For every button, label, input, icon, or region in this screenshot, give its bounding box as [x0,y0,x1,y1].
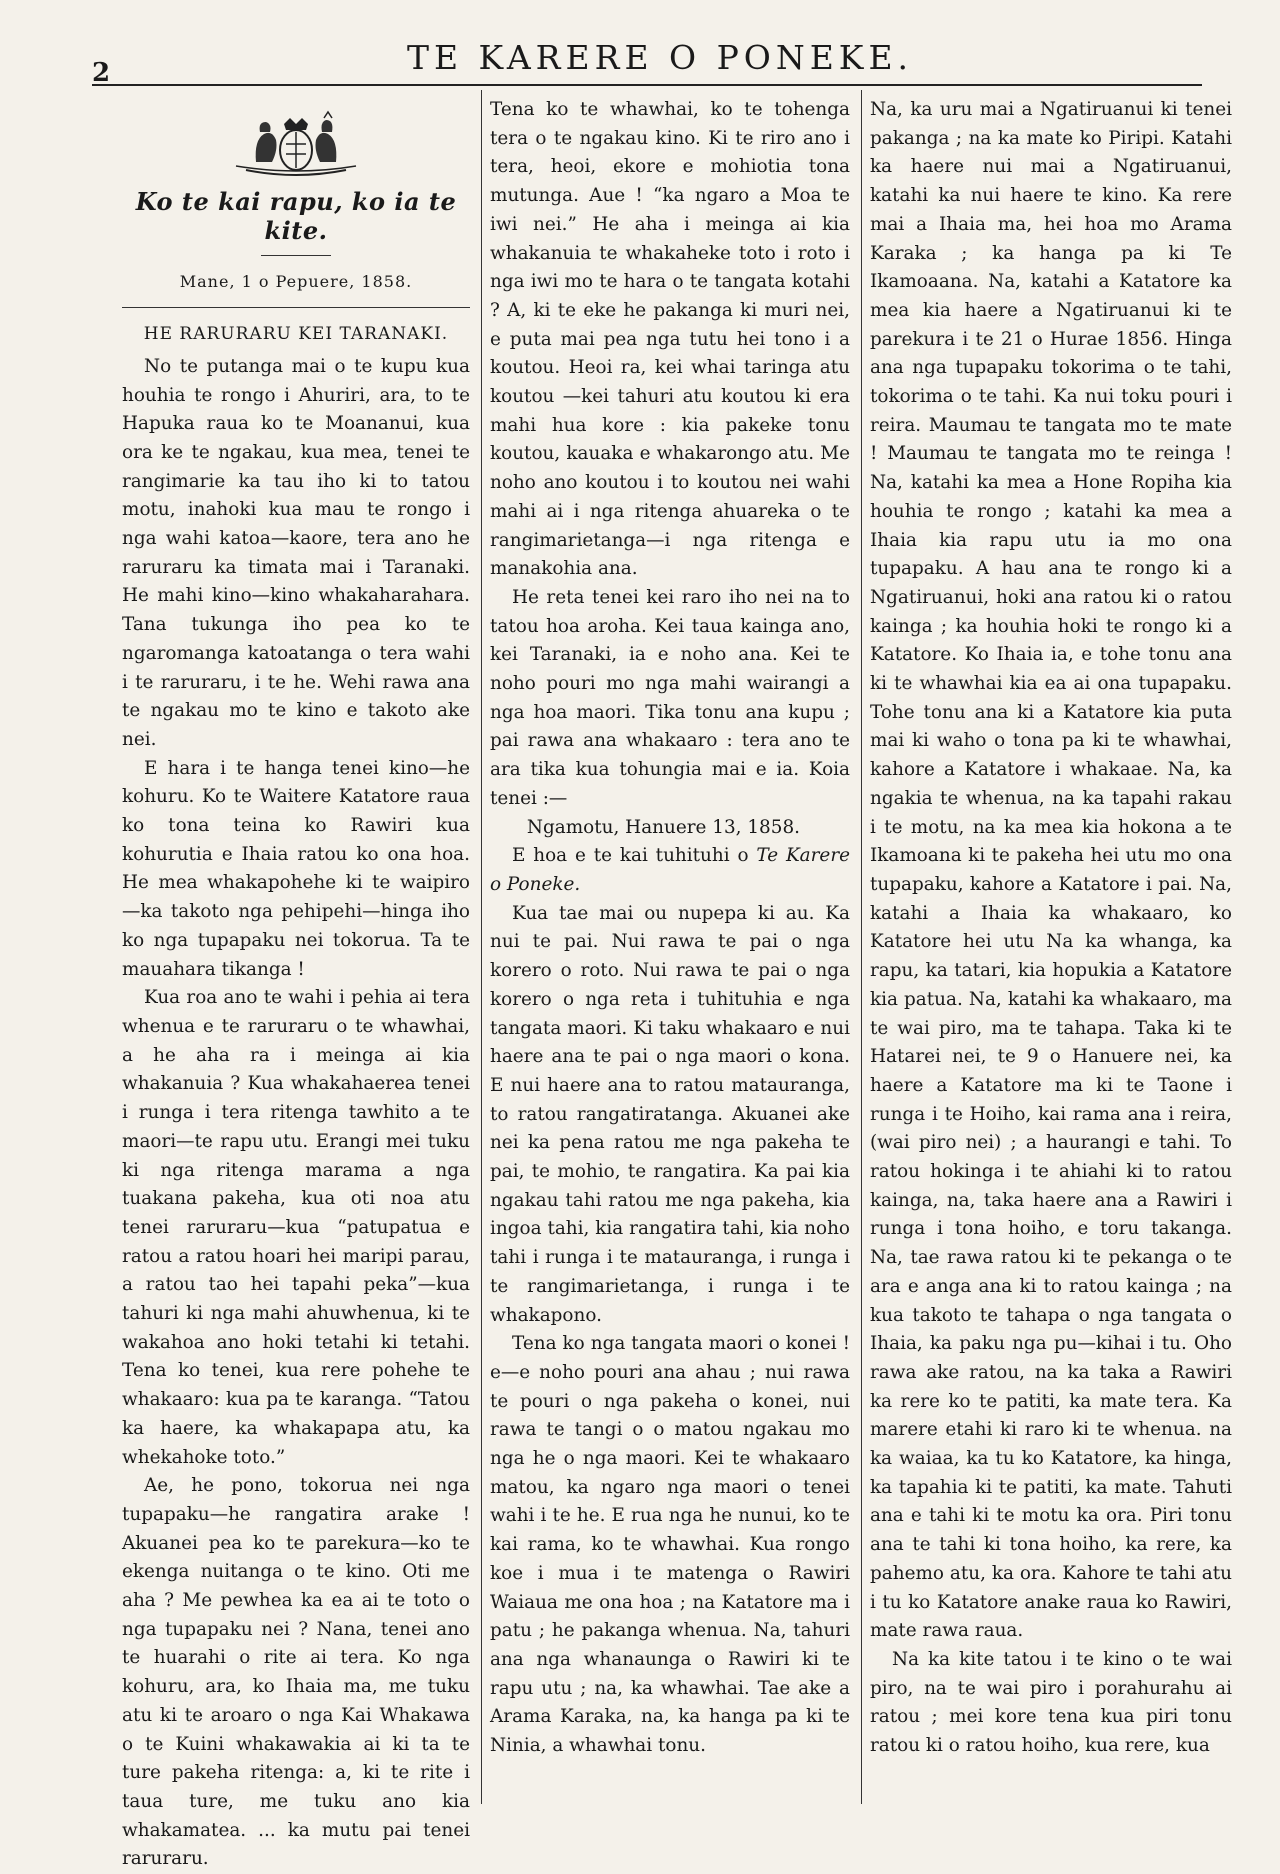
divider [261,255,331,256]
salutation-text: E hoa e te kai tuhituhi o [512,845,757,867]
column-3 [870,96,1232,1798]
divider [122,307,470,308]
article-paragraph: Ae, he pono, tokorua nei nga tupapaku—he rangatira arake ! Akuanei pea ko te parekura—ko te ekenga nuitanga o te kino. Oti me aha ? Me pewhea ka ea ai te toto o nga tupapaku nei ? Nana, tenei ano te huarahi o rite ai tera. Ko nga kohuru, ara, ko Ihaia ma, me tuku atu ki te aroaro o nga Kai Whakawa o te Kuini whakawakia ai ki ta te ture pakeha ritenga: a, ki te rite i taua ture, me tuku ano kia whakamatea. ... ka mutu pai tenei raruraru. [122,1475,470,1870]
article-paragraph: He reta tenei kei raro iho nei na to tatou hoa aroha. Kei taua kainga ano, kei Taranaki, ia e noho ana. Kei te noho pouri mo nga mahi wairangi a nga hoa maori. Tika tonu ana kupu ; pai rawa ana whakaaro : tera ano te ara tika kua tohungia mai e ia. Koia tenei :— [490,586,850,809]
masthead-rule [92,84,1202,86]
letter-dateline: Ngamotu, Hanuere 13, 1858. [526,816,800,838]
masthead-title: TE KARERE O PONEKE. [406,38,914,77]
issue-dateline: Mane, 1 o Pepuere, 1858. [179,272,413,292]
royal-crest-emblem [206,110,386,182]
letter-paragraph: Na ka kite tatou i te kino o te wai piro, na te wai piro i porahurahu ai ratou ; mei kore tena kua piri tonu ratou ki o ratou hoiho, kua rere, kua [870,1648,1232,1757]
motto: Ko te kai rapu, ko ia te kite. [135,187,457,245]
letter-salutation [490,842,850,899]
column-divider [861,90,862,1804]
letter-paragraph: Tena ko nga tangata maori o konei ! e—e noho pouri ana ahau ; nui rawa te pouri o nga pakeha o konei, nui rawa te tangi o o matou ngakau mo nga he o nga maori. Kei te whakaaro matou, ka ngaro nga maori o tenei wahi i te he. E rua nga he nunui, ko te kai rama, ko te whawhai. Kua rongo koe i mua i te matenga o Rawiri Waiaua me ona hoa ; na Katatore ma i patu ; he pakanga whenua. Na, tahuri ana nga whanaunga o Rawiri ki te rapu utu ; na, ka whawhai. Tae ake a Arama Karaka, na, ka hanga pa ki te Ninia, a whawhai tonu. [490,1333,850,1757]
newspaper-name: Te Karere o Poneke. [490,845,850,895]
article-paragraph: No te putanga mai o te kupu kua houhia te rongo i Ahuriri, ara, to te Hapuka raua ko te Moananui, kua ora ke te ngakau, kua mea, tenei te rangimarie ka tau iho ki to tatou motu, inahoki kua mau te rongo i nga wahi katoa—kaore, tera ano he raruraru ka timata mai i Taranaki. He mahi kino—kino whakaharahara. Tana tukunga iho pea ko te ngaromanga katoatanga o tera wahi i te raruraru, i te he. Wehi rawa ana te ngakau mo te kino e takoto ake nei. [122,355,470,750]
page-number: 2 [92,58,111,88]
letter-paragraph: Na, ka uru mai a Ngatiruanui ki tenei pakanga ; na ka mate ko Piripi. Katahi ka haere nui mai a Ngatiruanui, katahi ka nui haere te kino. Ka rere mai a Ihaia ma, hei hoa mo Arama Karaka ; ka hanga pa ki Te Ikamoaana. Na, katahi a Katatore ka mea kia haere a Ngatiruanui ki te parekura i te 21 o Hurae 1856. Hinga ana nga tupapaku tokorima o te tahi, tokorima o te tahi. Ka nui toku pouri i reira. Maumau te tangata mo te mate ! Maumau te tangata mo te reinga ! Na, katahi ka mea a Hone Ropiha kia houhia te rongo ; katahi ka mea a Ihaia kia rapu utu ia mo ona tupapaku. A hau ana te rongo ki a Ngatiruanui, hoki ana ratou ki o ratou kainga ; ka houhia hoki te rongo ki a Katatore. Ko Ihaia ia, e tohe tonu ana ki te whawhai kia ea ai ona tupapaku. Tohe tonu ana ki a Katatore kia puta mai ki waho o tona pa ki te whawhai, kahore a Katatore i whakaae. Na, ka ngakia te whenua, na ka tapahi rakau i te motu, na ka mea kia hokona a te Ikamoana ki te pakeha hei utu mo ona tupapaku, kahore a Katatore i pai. Na, katahi a Ihaia ka whakaaro, ko Katatore hei utu Na ka whanga, ka rapu, ka tatari, kia hopukia a Katatore kia patua. Na, katahi ka whakaaro, ma te wai piro, ma te tahapa. Taka ki te Hatarei nei, te 9 o Hanuere nei, ka haere a Katatore ma ki te Taone i runga i te Hoiho, kai rama ana i reira, (wai piro nei) ; a haurangi e tahi. To ratou hokinga i te ahiahi ki to ratou kainga, na, taka haere ana a Rawiri i runga i tona hoiho, e toru takanga. Na, tae rawa ratou ki te pekanga o te ara e anga ana ki to ratou kainga ; na kua takoto te tahapa o nga tangata o Ihaia, ka paku nga pu—kihai i tu. Oho rawa ake ratou, na ka taka a Rawiri ka rere ko te patiti, ka mate tera. Ka marere etahi ki raro ki te whenua. na ka waiaa, ka tu ko Katatore, ka hinga, ka tapahia ki te patiti, ka mate. Tahuti ana e tahi ki te motu ka ora. Piri tonu ana te tahi ki tona hoiho, ka rere, ka pahemo atu, ka ora. Kahore te tahi atu i tu ko Katatore anake raua ko Rawiri, mate rawa raua. [870,99,1232,1642]
article-paragraph: E hara i te hanga tenei kino—he kohuru. Ko te Waitere Katatore raua ko tona teina ko Rawiri kua kohurutia e Ihaia ratou ko ona hoa. He mea whakapohehe ki te waipiro—ka takoto nga pehipehi—hinga iho ko nga tupapaku nei tokorua. Ta te mauahara tikanga ! [122,757,470,980]
column-divider [481,90,482,1804]
article-paragraph: Tena ko te whawhai, ko te tohenga tera o te ngakau kino. Ki te riro ano i tera, heoi, ekore e mohiotia tona mutunga. Aue ! “ka ngaro a Moa te iwi nei.” He aha i meinga ai kia whakanuia te whakaheke toto i roto i nga iwi mo te hara o te tangata kotahi ? A, ki te eke he pakanga ki muri nei, e puta mai pea nga tutu hei tono i a koutou. Heoi ra, kei whai taringa atu koutou —kei tahuri atu koutou ki era mahi hua kore : kia pakeke tonu koutou, kauaka e whakarongo atu. Me noho ano koutou i to koutou nei wahi mahi ai i nga ritenga ahuareka o te rangimarietanga—i nga ritenga e manakohia ana. [490,99,850,580]
article-headline: HE RARURARU KEI TARANAKI. [143,324,449,345]
column-2 [490,96,850,1798]
letter-paragraph: Kua tae mai ou nupepa ki au. Ka nui te pai. Nui rawa te pai o nga korero o roto. Nui rawa te pai o nga korero o nga reta i tuhituhia e nga tangata maori. Ki taku whakaaro e nui haere ana te pai o nga maori o kona. E nui haere ana to ratou matauranga, to ratou rangatiratanga. Akuanei ake nei ka pena ratou me nga pakeha te pai, te mohio, te rangatira. Ka pai kia ngakau tahi ratou me nga pakeha, kia ingoa tahi, kia rangatira tahi, kia noho tahi i runga i te matauranga, i runga i te rangimarietanga, i runga i te whakapono. [490,902,850,1326]
column-1 [122,96,470,1870]
article-paragraph: Kua roa ano te wahi i pehia ai tera whenua e te raruraru o te whawhai, a he aha ra i meinga ai kia whakanuia ? Kua whakahaerea tenei i runga i tera ritenga tawhito a te maori—te rapu utu. Erangi mei tuku ki nga ritenga marama a nga tuakana pakeha, kua oti noa atu tenei raruraru—kua “patupatua e ratou a ratou hoari hei maripi parau, a ratou tao hei tapahi peka”—kua tahuri ki nga mahi ahuwhenua, ki te wakahoa ano hoki tetahi ki tetahi. Tena ko tenei, kua rere pohehe te whakaaro: kua pa te karanga. “Tatou ka haere, ka whakapapa atu, ka whekahoke toto.” [122,987,470,1468]
